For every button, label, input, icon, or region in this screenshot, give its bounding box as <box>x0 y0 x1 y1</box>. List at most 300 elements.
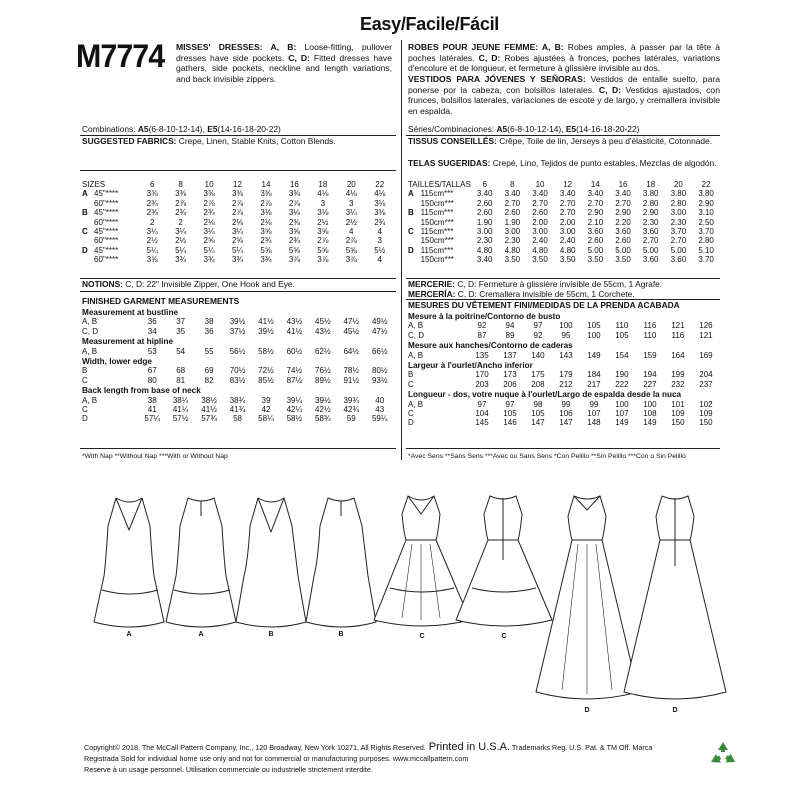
fabric-width: 150cm*** <box>420 217 454 227</box>
yardage-row <box>408 236 720 245</box>
yardage-value: 3¼ <box>345 208 357 218</box>
measurement-views: B <box>82 366 88 376</box>
size-header: 20 <box>673 180 683 189</box>
yardage-row <box>408 255 720 264</box>
measurement-value: 95 <box>561 330 571 340</box>
yardage-value: 3⅜ <box>203 189 215 199</box>
yardage-value: 2⅞ <box>288 198 300 208</box>
measurement-value: 204 <box>699 370 713 380</box>
measurement-value: 53 <box>147 346 157 356</box>
yardage-value: 5¼ <box>146 245 158 255</box>
yardage-value: 4.80 <box>476 245 493 255</box>
measurement-value: 179 <box>559 370 573 380</box>
measurement-value: 227 <box>643 379 657 389</box>
fabric-width: 150cm*** <box>420 255 454 265</box>
view-letter <box>82 218 94 227</box>
measurement-value: 159 <box>643 350 657 360</box>
measurement-value: 107 <box>587 409 601 419</box>
measurement-value: 80 <box>147 375 157 385</box>
yardage-value: 3⅛ <box>317 208 329 218</box>
measurement-value: 55 <box>204 346 214 356</box>
yardage-value: 2⅛ <box>231 217 244 227</box>
measurement-value: 150 <box>699 418 713 428</box>
yardage-value: 3.00 <box>476 227 493 237</box>
yardage-value: 3.00 <box>559 227 576 237</box>
measurement-row <box>82 405 394 414</box>
view-label-c: C <box>419 633 425 640</box>
fabric-width: 115cm*** <box>420 208 454 218</box>
measurement-value: 58¼ <box>258 414 274 424</box>
measurement-value: 83½ <box>229 375 246 385</box>
suggested-fabrics-fr: TISSUS CONSEILLÉS: Crêpe, Toile de lin, Jerseys à peu d'élasticité, Cotonnade. <box>408 136 713 146</box>
sizes-header-row: SIZES 6 8 10 12 14 16 18 20 22 <box>82 180 394 189</box>
measurement-value: 137 <box>503 350 517 360</box>
measurement-row <box>408 380 720 389</box>
yardage-value: 2.70 <box>559 198 576 208</box>
yardage-table-imperial <box>82 180 394 265</box>
measurement-value: 41½ <box>258 317 274 327</box>
measurement-value: 97 <box>477 399 487 409</box>
yardage-row <box>82 199 394 208</box>
measurement-value: 222 <box>615 379 629 389</box>
measurement-value: 237 <box>699 379 713 389</box>
measurement-heading: Back length from base of neck <box>82 386 201 396</box>
tailles-header-row: TAILLES/TALLAS 6 8 10 12 14 16 18 20 22 <box>408 180 720 189</box>
measurement-views: A, B <box>408 399 424 409</box>
yardage-value: 3⅜ <box>231 189 244 199</box>
yardage-value: 3.70 <box>698 255 714 265</box>
yardage-value: 2⅜ <box>288 217 300 227</box>
usage-line-en: Registrada Sold for individual home use only and not for commercial or manufacturing purposes. www.mccallpattern.com <box>84 754 469 763</box>
yardage-value: 2¾ <box>374 217 386 227</box>
measurement-value: 102 <box>699 399 713 409</box>
size-header: 22 <box>701 180 711 189</box>
yardage-value: 5.00 <box>587 245 604 255</box>
view-label-d: D <box>584 707 590 714</box>
combinations-fr-es: Séries/Combinaciones: A5(6-8-10-12-14), E5(14-16-18-20-22) <box>408 124 640 134</box>
measurement-row <box>82 327 394 336</box>
yardage-value: 2.50 <box>698 217 714 227</box>
view-letter: A <box>408 189 414 199</box>
yardage-value: 3.00 <box>532 227 548 237</box>
yardage-value: 2⅝ <box>203 236 215 246</box>
measurement-views: D <box>408 418 414 428</box>
yardage-value: 3.50 <box>504 255 521 265</box>
yardage-row <box>408 227 720 236</box>
measurement-value: 85½ <box>258 375 274 385</box>
measurement-value: 164 <box>671 350 685 360</box>
size-header: 8 <box>178 180 183 189</box>
measurement-value: 43 <box>375 405 385 415</box>
fabric-width: 45"**** <box>94 245 119 255</box>
mercerie-fr: MERCERIE: C, D: Fermeture à glissière invisible de 55cm, 1 Agrafe. <box>408 279 663 289</box>
measurement-value: 100 <box>643 399 657 409</box>
view-letter <box>82 255 94 264</box>
yardage-value: 3.40 <box>532 189 548 199</box>
yardage-value: 2.00 <box>559 217 576 227</box>
measurement-value: 49½ <box>371 317 388 327</box>
measurement-value: 101 <box>671 399 685 409</box>
measurement-value: 89 <box>505 330 515 340</box>
yardage-row <box>82 236 394 245</box>
measurement-value: 99 <box>561 399 571 409</box>
view-letter: C <box>82 227 88 237</box>
measurement-views: C <box>82 375 88 385</box>
yardage-value: 1.90 <box>476 217 493 227</box>
measurement-value: 169 <box>699 350 713 360</box>
view-letter: B <box>408 208 414 218</box>
size-header: 18 <box>646 180 656 189</box>
measurement-value: 67 <box>147 366 157 376</box>
measurement-value: 39½ <box>315 395 331 405</box>
yardage-value: 5.00 <box>615 245 631 255</box>
yardage-value: 2⅞ <box>317 236 329 246</box>
yardage-value: 3 <box>349 198 354 208</box>
yardage-value: 3.00 <box>670 208 687 218</box>
yardage-value: 2.00 <box>532 217 548 227</box>
yardage-value: 3⅜ <box>175 189 187 199</box>
yardage-value: 4 <box>377 255 382 265</box>
measurement-value: 41¾ <box>229 405 246 415</box>
yardage-value: 3⅝ <box>146 255 158 265</box>
measurement-value: 38 <box>147 395 157 405</box>
measurement-value: 203 <box>475 379 489 389</box>
measurement-value: 147 <box>531 418 545 428</box>
size-header: 22 <box>375 180 385 189</box>
fabric-width: 150cm*** <box>420 198 454 208</box>
nap-footnote-en: *With Nap **Without Nap ***With or Without Nap <box>82 453 228 460</box>
measurement-value: 105 <box>615 330 629 340</box>
column-divider <box>401 40 402 460</box>
view-label-b: B <box>338 631 344 638</box>
measurement-value: 126 <box>699 321 713 331</box>
measurement-value: 70½ <box>229 366 246 376</box>
measurement-value: 80½ <box>371 366 388 376</box>
yardage-value: 3.80 <box>670 189 687 199</box>
yardage-value: 2⅝ <box>231 236 244 246</box>
measurement-value: 72½ <box>258 366 274 376</box>
measurement-row <box>408 331 720 340</box>
yardage-value: 2.10 <box>587 217 604 227</box>
yardage-value: 3 <box>377 236 382 246</box>
measurement-value: 147 <box>559 418 573 428</box>
view-label-b: B <box>268 631 274 638</box>
measurement-row <box>82 414 394 423</box>
measurement-value: 38¾ <box>229 395 246 405</box>
measurement-value: 62½ <box>315 346 331 356</box>
measurement-value: 110 <box>643 330 657 340</box>
measurement-value: 38½ <box>201 395 217 405</box>
yardage-value: 3.00 <box>504 227 521 237</box>
yardage-value: 1.90 <box>504 217 521 227</box>
yardage-value: 2½ <box>317 217 329 227</box>
measurement-value: 87 <box>477 330 487 340</box>
measurement-value: 54 <box>176 346 186 356</box>
yardage-value: 2½ <box>146 236 158 246</box>
yardage-value: 2.70 <box>559 208 576 218</box>
measurement-value: 37½ <box>229 326 246 336</box>
description-french: ROBES POUR JEUNE FEMME: A, B: Robes amples, à passer par la tête à poches latérales. C, D: Robes ajustées à fronces, poches latérales, variations d'encolure et de longueur, et fermeture à glissière invisible au dos. <box>408 42 720 74</box>
yardage-value: 2.60 <box>587 236 604 246</box>
yardage-value: 2.20 <box>615 217 631 227</box>
measurement-row <box>82 396 394 405</box>
measurement-row <box>82 317 394 326</box>
measurement-value: 217 <box>587 379 601 389</box>
yardage-value: 4⅛ <box>317 189 329 199</box>
measurement-value: 38¼ <box>172 395 189 405</box>
yardage-value: 3.40 <box>587 189 604 199</box>
yardage-value: 2.70 <box>504 198 521 208</box>
yardage-value: 5.10 <box>698 245 714 255</box>
measurement-views: A, B <box>408 350 424 360</box>
measurement-value: 41½ <box>286 326 303 336</box>
yardage-row <box>82 246 394 255</box>
measurement-value: 105 <box>587 321 601 331</box>
recycle-icon <box>708 740 738 770</box>
measurement-value: 100 <box>615 399 629 409</box>
measurement-value: 39 <box>261 395 271 405</box>
size-header: 6 <box>149 180 155 189</box>
merceria-es: MERCERÍA: C, D: Cremallera invisible de 55cm, 1 Corchete. <box>408 289 635 299</box>
measurement-value: 57½ <box>172 414 189 424</box>
measurement-value: 106 <box>559 409 573 419</box>
fabric-width: 60"**** <box>94 217 119 227</box>
measurement-value: 99 <box>589 399 599 409</box>
measurement-value: 59 <box>346 414 356 424</box>
yardage-value: 3¼ <box>203 227 215 237</box>
size-header: 14 <box>261 180 271 189</box>
measurement-value: 78½ <box>343 366 360 376</box>
view-c-back-illustration <box>456 496 552 626</box>
yardage-value: 3.40 <box>615 189 631 199</box>
view-letter <box>82 236 94 245</box>
yardage-value: 2.60 <box>476 198 493 208</box>
yardage-value: 3.50 <box>587 255 604 265</box>
measurement-value: 206 <box>503 379 517 389</box>
yardage-value: 3⅞ <box>288 255 300 265</box>
measurement-views: C, D <box>82 326 98 336</box>
measurement-value: 232 <box>671 379 685 389</box>
size-header: 18 <box>318 180 328 189</box>
yardage-value: 2.30 <box>504 236 521 246</box>
yardage-value: 3.50 <box>532 255 548 265</box>
view-c-front-illustration <box>374 496 470 626</box>
yardage-value: 2 <box>149 217 155 227</box>
yardage-value: 3.60 <box>615 227 631 237</box>
measurement-value: 42 <box>261 405 271 415</box>
size-header: 10 <box>535 180 545 189</box>
measurement-value: 150 <box>671 418 685 428</box>
yardage-value: 3.60 <box>642 255 659 265</box>
measurement-value: 58 <box>233 414 242 424</box>
yardage-row <box>408 208 720 217</box>
yardage-value: 2.70 <box>642 236 659 246</box>
view-a-front-illustration <box>94 498 164 627</box>
yardage-value: 2.70 <box>532 198 548 208</box>
view-d-front-illustration <box>536 496 638 699</box>
measurement-value: 135 <box>475 350 489 360</box>
view-label-a: A <box>126 631 132 638</box>
usage-line-fr: Reserve à un usage personnel. Utilisation commerciale ou industrielle strictement interdite. <box>84 765 373 774</box>
yardage-value: 2¾ <box>203 208 215 218</box>
finished-measurements-table-metric <box>408 311 720 428</box>
yardage-value: 3.60 <box>670 255 687 265</box>
measurement-value: 68 <box>176 366 186 376</box>
measurement-value: 100 <box>559 321 573 331</box>
fabric-width: 60"**** <box>94 255 119 265</box>
measurement-value: 60½ <box>286 346 303 356</box>
view-b-front-illustration <box>236 498 306 627</box>
measurement-views: C <box>408 379 414 389</box>
measurement-value: 148 <box>587 418 601 428</box>
yardage-value: 3⅛ <box>260 208 272 218</box>
measurement-views: C, D <box>408 330 424 340</box>
difficulty-title: Easy/Facile/Fácil <box>360 14 499 34</box>
yardage-value: 2.60 <box>476 208 493 218</box>
yardage-value: 2½ <box>175 236 187 246</box>
yardage-value: 2.90 <box>587 208 604 218</box>
yardage-value: 5⅝ <box>288 245 300 255</box>
size-header: 12 <box>563 180 573 189</box>
yardage-value: 2 <box>178 217 183 227</box>
measurement-value: 64½ <box>343 346 360 356</box>
measurement-value: 105 <box>531 409 545 419</box>
yardage-value: 5⅝ <box>260 245 272 255</box>
measurement-value: 97 <box>505 399 515 409</box>
measurement-value: 47½ <box>371 326 388 336</box>
measurement-value: 146 <box>503 418 517 428</box>
measurement-views: A, B <box>82 346 98 356</box>
measurement-views: C <box>408 409 414 419</box>
yardage-value: 3⅛ <box>374 198 386 208</box>
measurement-value: 43½ <box>286 317 303 327</box>
yardage-value: 2⅞ <box>345 236 357 246</box>
measurement-value: 34 <box>147 326 157 336</box>
yardage-value: 5¼ <box>175 245 187 255</box>
measurement-value: 104 <box>475 409 489 419</box>
measurement-value: 74½ <box>286 366 303 376</box>
pattern-number: M7774 <box>76 38 165 74</box>
yardage-value: 2.70 <box>615 198 631 208</box>
garment-illustrations <box>90 480 730 720</box>
yardage-value: 2.90 <box>698 198 714 208</box>
measurement-value: 39¾ <box>343 395 360 405</box>
yardage-value: 2¾ <box>175 208 187 218</box>
measurement-value: 42½ <box>315 405 331 415</box>
yardage-value: 4.80 <box>559 245 576 255</box>
notions-en: NOTIONS: C, D: 22" Invisible Zipper, One Hook and Eye. <box>82 279 295 289</box>
yardage-value: 2¾ <box>288 236 300 246</box>
measurement-value: 98 <box>533 399 543 409</box>
measurement-value: 39½ <box>258 326 274 336</box>
yardage-value: 3.60 <box>642 227 659 237</box>
measurement-value: 91½ <box>343 375 360 385</box>
yardage-row <box>408 246 720 255</box>
measurement-value: 208 <box>531 379 545 389</box>
fabric-width: 45"**** <box>94 208 119 218</box>
view-label-d: D <box>672 707 678 714</box>
yardage-value: 4 <box>349 227 354 237</box>
size-header: 16 <box>618 180 628 189</box>
view-letter: D <box>408 245 414 255</box>
measurement-heading: Mesure aux hanches/Contorno de caderas <box>408 341 573 351</box>
yardage-value: 3⅞ <box>317 255 329 265</box>
measurement-views: A, B <box>408 321 424 331</box>
yardage-row <box>82 189 394 198</box>
yardage-value: 3.50 <box>615 255 631 265</box>
measurement-value: 39½ <box>229 317 246 327</box>
view-a-back-illustration <box>166 498 236 627</box>
yardage-value: 3⅜ <box>374 208 386 218</box>
measurement-row <box>408 409 720 418</box>
yardage-value: 2.70 <box>670 236 687 246</box>
yardage-value: 2.30 <box>642 217 659 227</box>
measurement-value: 108 <box>643 409 657 419</box>
yardage-value: 2⅞ <box>203 198 215 208</box>
measurement-value: 41¼ <box>172 405 189 415</box>
measurement-heading: Longueur - dos, votre nuque à l'ourlet/Largo de espalda desde la nuca <box>408 390 682 400</box>
measurement-heading: Largeur à l'ourlet/Ancho inferior <box>408 361 533 371</box>
measurement-row <box>408 370 720 379</box>
yardage-value: 2¾ <box>146 208 158 218</box>
yardage-value: 2⅞ <box>231 208 244 218</box>
yardage-value: 3.10 <box>698 208 714 218</box>
yardage-value: 2.80 <box>642 198 659 208</box>
measurement-value: 194 <box>643 370 657 380</box>
yardage-value: 3.40 <box>559 189 576 199</box>
yardage-value: 3¼ <box>175 227 187 237</box>
measurement-value: 94 <box>505 321 515 331</box>
measurement-value: 93½ <box>371 375 388 385</box>
yardage-table-metric <box>408 180 720 265</box>
yardage-value: 3.80 <box>698 189 714 199</box>
measurement-value: 105 <box>503 409 517 419</box>
measurement-value: 87½ <box>286 375 303 385</box>
yardage-row <box>408 199 720 208</box>
measurement-value: 92 <box>533 330 543 340</box>
yardage-value: 2¾ <box>260 236 272 246</box>
measurement-value: 149 <box>615 418 629 428</box>
yardage-value: 3.70 <box>698 227 714 237</box>
suggested-fabrics-es: TELAS SUGERIDAS: Crepé, Lino, Tejidos de punto estables, Mezclas de algodón. <box>408 158 717 168</box>
measurement-row <box>408 418 720 427</box>
size-header: 14 <box>590 180 600 189</box>
yardage-value: 2.90 <box>642 208 659 218</box>
measurement-value: 184 <box>587 370 601 380</box>
yardage-value: 2.40 <box>559 236 576 246</box>
measurement-views: C <box>82 405 88 415</box>
size-header: 8 <box>510 180 515 189</box>
measurement-value: 190 <box>615 370 629 380</box>
measurement-value: 100 <box>587 330 601 340</box>
measurement-value: 45½ <box>343 326 360 336</box>
view-letter: D <box>82 245 88 255</box>
measurement-value: 35 <box>176 326 186 336</box>
measurement-value: 149 <box>643 418 657 428</box>
measurement-value: 107 <box>615 409 629 419</box>
yardage-value: 3⅝ <box>288 227 300 237</box>
fabric-width: 150cm*** <box>420 236 454 246</box>
yardage-row <box>408 189 720 198</box>
measurement-value: 57¾ <box>201 414 217 424</box>
finished-measurements-table-imperial <box>82 307 394 424</box>
view-b-back-illustration <box>306 498 376 627</box>
measurement-value: 57¼ <box>144 414 160 424</box>
description-spanish: VESTIDOS PARA JÓVENES Y SEÑORAS: Vestidos de entalle suelto, para ponerse por la cabeza, con bolsillos laterales. C, D: Vestidos ajustados, con frunces, bolsillos laterales, variaciones de escote y de largo, y cremallera invisible en espalda. <box>408 74 721 116</box>
yardage-value: 2.80 <box>670 198 687 208</box>
measurement-row <box>82 376 394 385</box>
yardage-value: 4⅛ <box>345 189 357 199</box>
